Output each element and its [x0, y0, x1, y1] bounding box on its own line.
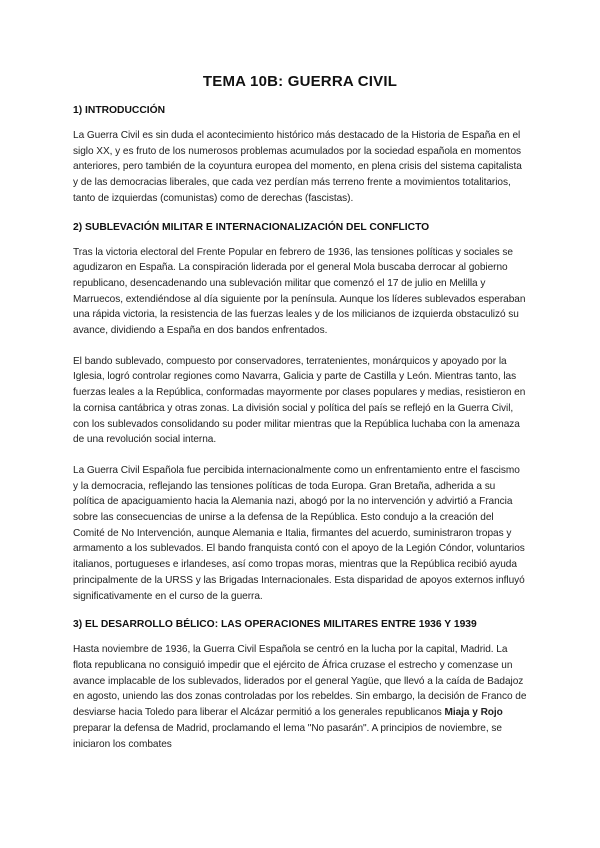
section-heading-sublevacion: 2) SUBLEVACIÓN MILITAR E INTERNACIONALIZACIÓN DEL CONFLICTO: [73, 221, 430, 233]
paragraph: La Guerra Civil es sin duda el acontecimiento histórico más destacado de la Historia de España en el siglo XX, y es fruto de los numerosos problemas acumulados por la sociedad española en momentos anteriores, pero también de la coyuntura europea del momento, en plena crisis del sistema capitalista y de las democracias liberales, que cada vez perdían más terreno frente a movimientos totalitarios, tanto de izquierdas (comunistas) como de derechas (fascistas).: [73, 130, 522, 204]
paragraph: La Guerra Civil Española fue percibida internacionalmente como un enfrentamiento entre el fascismo y la democracia, reflejando las tensiones políticas de toda Europa. Gran Bretaña, adherida a su política de apaciguamiento hacia la Alemania nazi, abogó por la no intervención y advirtió a Francia sobre las consecuencias de unirse a la defensa de la República. Esto condujo a la creación del Comité de No Intervención, aunque Alemania e Italia, firmantes del acuerdo, suministraron tropas y armamento a los sublevados. El bando franquista contó con el apoyo de la Legión Cóndor, voluntarios italianos, portugueses e irlandeses, así como tropas moras, mientras que la República recibió ayuda principalmente de la URSS y las Brigadas Internacionales. Esta disparidad de apoyos externos influyó significativamente en el curso de la guerra.: [73, 464, 525, 602]
paragraph-text: preparar la defensa de Madrid, proclamando el lema "No pasarán". A principios de noviembre, se iniciaron los combates: [73, 722, 502, 750]
section-heading-desarrollo-belico: 3) EL DESARROLLO BÉLICO: LAS OPERACIONES MILITARES ENTRE 1936 Y 1939: [73, 619, 477, 631]
paragraph: El bando sublevado, compuesto por conservadores, terratenientes, monárquicos y apoyado por la Iglesia, logró controlar regiones como Navarra, Galicia y parte de Castilla y León. Mientras tanto, las fuerzas leales a la República, conformadas mayormente por clases populares y medias, resistieron en la cornisa cantábrica y otras zonas. La división social y política del país se reflejó en la Guerra Civil, con los sublevados consolidando su poder militar mientras que la República luchaba con la amenaza de una revolución social interna.: [73, 355, 526, 446]
paragraph: Tras la victoria electoral del Frente Popular en febrero de 1936, las tensiones políticas y sociales se agudizaron en España. La conspiración liderada por el general Mola buscaba derrocar al gobierno republicano, desencadenando una sublevación militar que comenzó el 17 de julio en Melilla y Marruecos, extendiéndose al día siguiente por la península. Aunque los líderes sublevados esperaban una rápida victoria, la resistencia de las fuerzas leales y de los milicianos de izquierda obstaculizó su avance, dividiendo a España en dos bandos enfrentados.: [73, 246, 526, 337]
paragraph-text: Hasta noviembre de 1936, la Guerra Civil Española se centró en la lucha por la capital, Madrid. La flota republicana no consiguió impedir que el ejército de África cruzase el estrecho y comenzase un avance implacable de los sublevados, liderados por el general Yagüe, que llevó a la caída de Badajoz en agosto, uniendo las dos zonas controladas por los rebeldes. Sin embargo, la decisión de Franco de desviarse hacia Toledo para liberar el Alcázar permitió a los generales republicanos: [73, 644, 527, 719]
document-page: [73, 73, 527, 767]
bold-names: Miaja y Rojo: [444, 707, 503, 719]
paragraph: [73, 642, 527, 752]
section-heading-introduccion: 1) INTRODUCCIÓN: [73, 105, 166, 116]
document-title: TEMA 10B: GUERRA CIVIL: [202, 73, 398, 90]
